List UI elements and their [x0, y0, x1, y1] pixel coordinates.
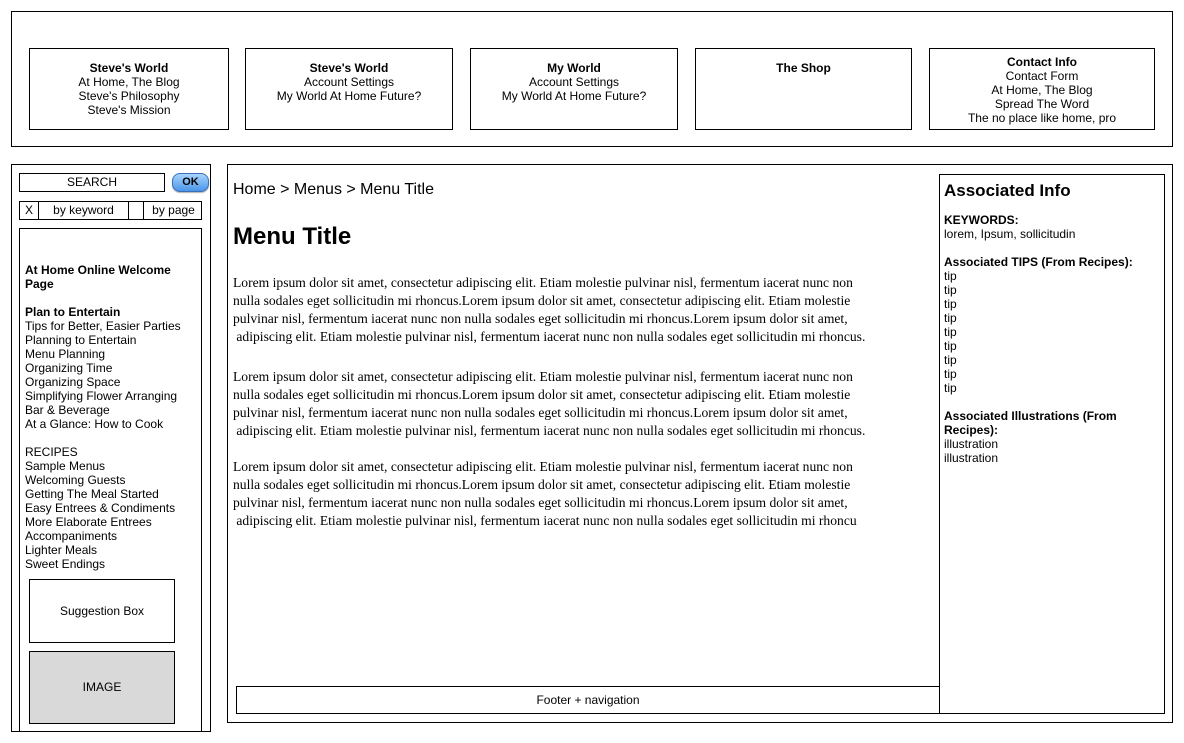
- menu-item[interactable]: At Home, The Blog: [78, 75, 180, 89]
- search-by-keyword-option[interactable]: by keyword: [39, 202, 129, 219]
- sidebar-item[interactable]: Menu Planning: [25, 347, 106, 361]
- sidebar-item[interactable]: Bar & Beverage: [25, 403, 110, 417]
- illustration-link[interactable]: illustration: [944, 451, 999, 465]
- body-paragraph: Lorem ipsum dolor sit amet, consectetur adipiscing elit. Etiam molestie pulvinar nisl, fermentum iacerat nunc non nulla sodales eget sollicitudin mi rhoncus.Lorem ipsum dolor sit amet, consectetur adipiscing elit. Etiam molestie pulvinar nisl, fermentum iacerat nunc non nulla sodales eget sollicitudin mi rhoncus.Lorem ipsum dolor sit amet, adipiscing elit. Etiam molestie pulvinar nisl, fermentum iacerat nunc non nulla sodales eget sollicitudin mi rhoncu: [233, 459, 857, 528]
- sidebar-item[interactable]: Sweet Endings: [25, 557, 106, 571]
- tip-link[interactable]: tip: [944, 325, 957, 339]
- menu-item[interactable]: Account Settings: [528, 75, 620, 89]
- tip-link[interactable]: tip: [944, 283, 957, 297]
- sidebar-item[interactable]: Getting The Meal Started: [25, 487, 159, 501]
- tip-link[interactable]: tip: [944, 339, 957, 353]
- menu-steves-world-account[interactable]: [245, 48, 453, 130]
- sidebar-item[interactable]: At a Glance: How to Cook: [25, 417, 164, 431]
- sidebar-nav-panel: [19, 228, 202, 732]
- tip-link[interactable]: tip: [944, 381, 957, 395]
- page-title: Menu Title: [233, 223, 352, 250]
- menu-title[interactable]: The Shop: [776, 61, 831, 75]
- menu-the-shop[interactable]: [695, 48, 912, 130]
- menu-my-world[interactable]: [470, 48, 678, 130]
- sidebar-item[interactable]: Tips for Better, Easier Parties: [25, 319, 181, 333]
- main-content: [227, 164, 1173, 723]
- sidebar-item[interactable]: Planning to Entertain: [25, 333, 137, 347]
- sidebar-item[interactable]: More Elaborate Entrees: [25, 515, 152, 529]
- tip-link[interactable]: tip: [944, 353, 957, 367]
- menu-item[interactable]: My World At Home Future?: [276, 89, 422, 103]
- breadcrumb[interactable]: Home > Menus > Menu Title: [233, 181, 434, 198]
- search-ok-button[interactable]: OK: [172, 173, 209, 192]
- menu-steves-world[interactable]: [29, 48, 229, 130]
- menu-contact-info[interactable]: [929, 48, 1155, 130]
- sidebar-item[interactable]: Organizing Space: [25, 375, 121, 389]
- menu-title[interactable]: Steve's World: [89, 61, 169, 75]
- search-option-spacer[interactable]: [129, 202, 144, 219]
- body-paragraph: Lorem ipsum dolor sit amet, consectetur adipiscing elit. Etiam molestie pulvinar nisl, fermentum iacerat nunc non nulla sodales eget sollicitudin mi rhoncus.Lorem ipsum dolor sit amet, consectetur adipiscing elit. Etiam molestie pulvinar nisl, fermentum iacerat nunc non nulla sodales eget sollicitudin mi rhoncus.Lorem ipsum dolor sit amet, adipiscing elit. Etiam molestie pulvinar nisl, fermentum iacerat nunc non nulla sodales eget sollicitudin mi rhoncus.: [233, 369, 866, 438]
- illustration-link[interactable]: illustration: [944, 437, 999, 451]
- tips-heading: Associated TIPS (From Recipes):: [944, 255, 1133, 269]
- menu-item[interactable]: At Home, The Blog: [991, 83, 1093, 97]
- tip-link[interactable]: tip: [944, 311, 957, 325]
- sidebar-item[interactable]: Simplifying Flower Arranging: [25, 389, 178, 403]
- plan-section: [25, 305, 190, 431]
- sidebar-item[interactable]: Easy Entrees & Condiments: [25, 501, 176, 515]
- sidebar-item[interactable]: Sample Menus: [25, 459, 106, 473]
- tip-link[interactable]: tip: [944, 367, 957, 381]
- sidebar-heading-plan[interactable]: Plan to Entertain: [25, 305, 121, 319]
- menu-item[interactable]: The no place like home, pro: [967, 111, 1117, 125]
- illustrations-heading: Associated Illustrations (From Recipes):: [944, 409, 1117, 437]
- menu-item[interactable]: Spread The Word: [994, 97, 1090, 111]
- footer-navigation[interactable]: Footer + navigation: [236, 686, 940, 714]
- search-options: [19, 201, 202, 220]
- sidebar-item-welcome[interactable]: At Home Online Welcome Page: [25, 263, 171, 291]
- body-paragraph: Lorem ipsum dolor sit amet, consectetur adipiscing elit. Etiam molestie pulvinar nisl, fermentum iacerat nunc non nulla sodales eget sollicitudin mi rhoncus.Lorem ipsum dolor sit amet, consectetur adipiscing elit. Etiam molestie pulvinar nisl, fermentum iacerat nunc non nulla sodales eget sollicitudin mi rhoncus.Lorem ipsum dolor sit amet, adipiscing elit. Etiam molestie pulvinar nisl, fermentum iacerat nunc non nulla sodales eget sollicitudin mi rhoncus.: [233, 275, 866, 344]
- keywords-heading: KEYWORDS:: [944, 213, 1019, 227]
- clear-search-button[interactable]: X: [20, 202, 39, 219]
- recipes-section: [25, 445, 175, 571]
- menu-title[interactable]: Contact Info: [1007, 55, 1077, 69]
- keywords-list[interactable]: lorem, Ipsum, sollicitudin: [944, 227, 1076, 241]
- sidebar-item[interactable]: Organizing Time: [25, 361, 113, 375]
- tip-link[interactable]: tip: [944, 269, 957, 283]
- menu-item[interactable]: Contact Form: [1005, 69, 1079, 83]
- suggestion-box-button[interactable]: Suggestion Box: [29, 579, 175, 643]
- sidebar-heading-recipes[interactable]: RECIPES: [25, 445, 78, 459]
- search-by-page-option[interactable]: by page: [152, 203, 195, 217]
- image-placeholder: IMAGE: [29, 651, 175, 724]
- tip-link[interactable]: tip: [944, 297, 957, 311]
- menu-title[interactable]: My World: [547, 61, 601, 75]
- header-bar: [11, 11, 1173, 147]
- search-input[interactable]: SEARCH: [19, 173, 165, 192]
- menu-item[interactable]: Account Settings: [303, 75, 395, 89]
- menu-title[interactable]: Steve's World: [309, 61, 389, 75]
- menu-item[interactable]: Steve's Mission: [87, 103, 171, 117]
- info-title: Associated Info: [944, 181, 1071, 200]
- menu-item[interactable]: My World At Home Future?: [501, 89, 647, 103]
- associated-info-panel: [939, 174, 1165, 714]
- sidebar-item[interactable]: Accompaniments: [25, 529, 118, 543]
- menu-item[interactable]: Steve's Philosophy: [78, 89, 180, 103]
- welcome-section: [25, 263, 190, 291]
- left-sidebar: [11, 164, 211, 732]
- sidebar-item[interactable]: Welcoming Guests: [25, 473, 126, 487]
- sidebar-item[interactable]: Lighter Meals: [25, 543, 98, 557]
